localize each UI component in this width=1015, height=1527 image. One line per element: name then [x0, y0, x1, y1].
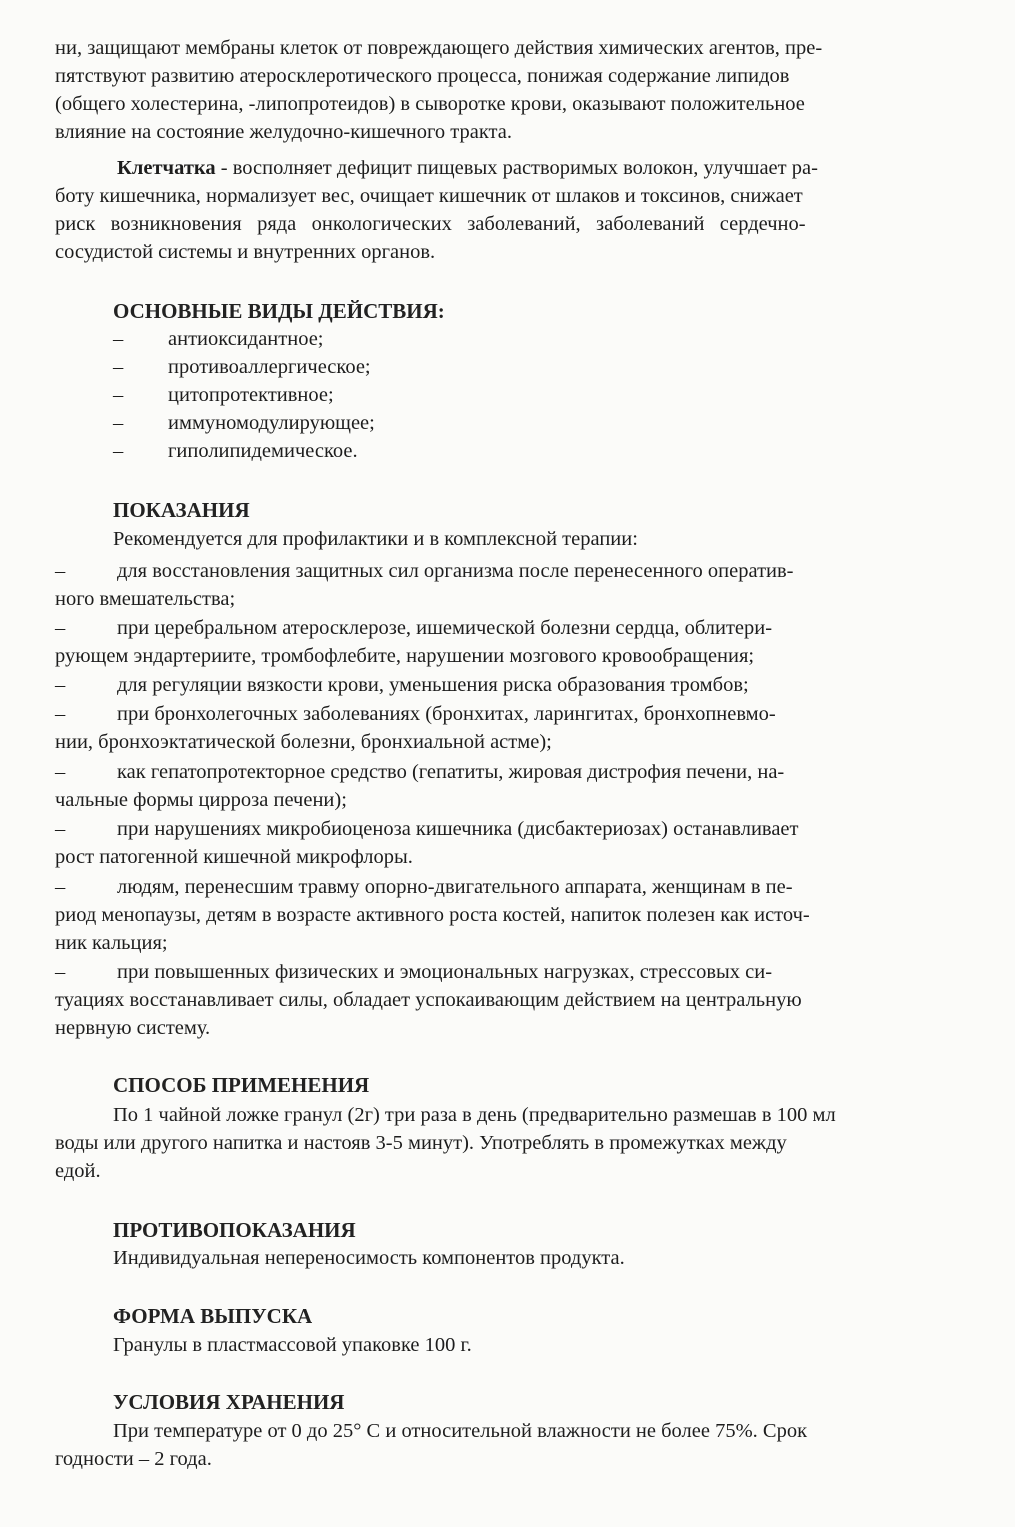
intro-line: пятствуют развитию атеросклеротического процесса, понижая содержание липидов [55, 65, 790, 87]
indication-text: для восстановления защитных сил организма после перенесенного оператив- [117, 560, 794, 582]
contraindications-text: Индивидуальная непереносимость компонентов продукта. [113, 1247, 625, 1269]
action-text: цитопротективное; [168, 384, 334, 406]
usage-line: По 1 чайной ложке гранул (2г) три раза в день (предварительно размешав в 100 мл [113, 1104, 836, 1126]
actions-heading: ОСНОВНЫЕ ВИДЫ ДЕЙСТВИЯ: [113, 299, 445, 323]
fiber-line: сосудистой системы и внутренних органов. [55, 241, 436, 263]
indication-text: при бронхолегочных заболеваниях (бронхитах, ларингитах, бронхопневмо- [117, 703, 776, 725]
dash: – [113, 328, 124, 350]
indication-text: рост патогенной кишечной микрофлоры. [55, 846, 413, 868]
dash: – [55, 818, 66, 840]
indication-text: при церебральном атеросклерозе, ишемической болезни сердца, облитери- [117, 617, 773, 639]
indication-item [55, 614, 995, 670]
dash: – [55, 876, 66, 898]
action-item [113, 325, 324, 353]
indication-item [55, 700, 995, 756]
form-text: Гранулы в пластмассовой упаковке 100 г. [113, 1334, 472, 1356]
indication-text: рующем эндартериите, тромбофлебите, нарушении мозгового кровообращения; [55, 645, 755, 667]
indication-text: ник кальция; [55, 932, 168, 954]
storage-paragraph [55, 1417, 995, 1473]
action-text: противоаллергическое; [168, 356, 371, 378]
dash: – [55, 560, 66, 582]
indication-item [55, 815, 995, 871]
dash: – [55, 761, 66, 783]
fiber-line: риск возникновения ряда онкологических заболеваний, заболеваний сердечно- [55, 213, 806, 235]
indication-item [55, 758, 995, 814]
action-text: антиоксидантное; [168, 328, 324, 350]
indications-lead: Рекомендуется для профилактики и в комплексной терапии: [113, 528, 638, 550]
dash: – [55, 703, 66, 725]
usage-heading: СПОСОБ ПРИМЕНЕНИЯ [113, 1073, 370, 1097]
indication-text: для регуляции вязкости крови, уменьшения риска образования тромбов; [117, 674, 749, 696]
dash: – [113, 440, 124, 462]
fiber-term: Клетчатка [117, 157, 216, 179]
fiber-line: боту кишечника, нормализует вес, очищает кишечник от шлаков и токсинов, снижает [55, 185, 803, 207]
storage-line: При температуре от 0 до 25° С и относительной влажности не более 75%. Срок [113, 1420, 808, 1442]
indication-item [55, 958, 995, 1042]
intro-line: влияние на состояние желудочно-кишечного тракта. [55, 121, 512, 143]
action-text: иммуномодулирующее; [168, 412, 375, 434]
indication-text: нервную систему. [55, 1017, 211, 1039]
indication-text: при нарушениях микробиоценоза кишечника (дисбактериозах) останавливает [117, 818, 799, 840]
fiber-line-text: - восполняет дефицит пищевых растворимых волокон, улучшает ра- [215, 157, 818, 179]
action-item [113, 353, 371, 381]
usage-paragraph [55, 1101, 995, 1185]
action-text: гиполипидемическое. [168, 440, 358, 462]
indication-text: риод менопаузы, детям в возрасте активного роста костей, напиток полезен как источ- [55, 904, 810, 926]
indication-text: при повышенных физических и эмоциональных нагрузках, стрессовых си- [117, 961, 773, 983]
intro-line: (общего холестерина, -липопротеидов) в сыворотке крови, оказывают положительное [55, 93, 805, 115]
storage-line: годности – 2 года. [55, 1448, 212, 1470]
indication-item [55, 557, 995, 613]
dash: – [113, 412, 124, 434]
indication-text: людям, перенесшим травму опорно-двигательного аппарата, женщинам в пе- [117, 876, 793, 898]
indication-text: туациях восстанавливает силы, обладает успокаивающим действием на центральную [55, 989, 802, 1011]
intro-line: ни, защищают мембраны клеток от повреждающего действия химических агентов, пре- [55, 37, 823, 59]
form-heading: ФОРМА ВЫПУСКА [113, 1304, 313, 1328]
fiber-line [55, 154, 995, 182]
usage-line: едой. [55, 1160, 101, 1182]
action-item [113, 437, 358, 465]
dash: – [55, 617, 66, 639]
dash: – [55, 961, 66, 983]
storage-heading: УСЛОВИЯ ХРАНЕНИЯ [113, 1390, 345, 1414]
action-item [113, 409, 375, 437]
indication-item [55, 873, 995, 957]
dash: – [55, 674, 66, 696]
indication-text: нии, бронхоэктатической болезни, бронхиальной астме); [55, 731, 552, 753]
contraindications-heading: ПРОТИВОПОКАЗАНИЯ [113, 1218, 356, 1242]
intro-paragraph [55, 34, 995, 146]
indication-item [55, 671, 995, 699]
dash: – [113, 384, 124, 406]
indication-text: как гепатопротекторное средство (гепатиты, жировая дистрофия печени, на- [117, 761, 785, 783]
dash: – [113, 356, 124, 378]
usage-line: воды или другого напитка и настояв 3-5 минут). Употреблять в промежутках между [55, 1132, 787, 1154]
indication-text: ного вмешательства; [55, 588, 236, 610]
indications-heading: ПОКАЗАНИЯ [113, 498, 250, 522]
indication-text: чальные формы цирроза печени); [55, 789, 347, 811]
fiber-paragraph [55, 154, 995, 266]
action-item [113, 381, 334, 409]
